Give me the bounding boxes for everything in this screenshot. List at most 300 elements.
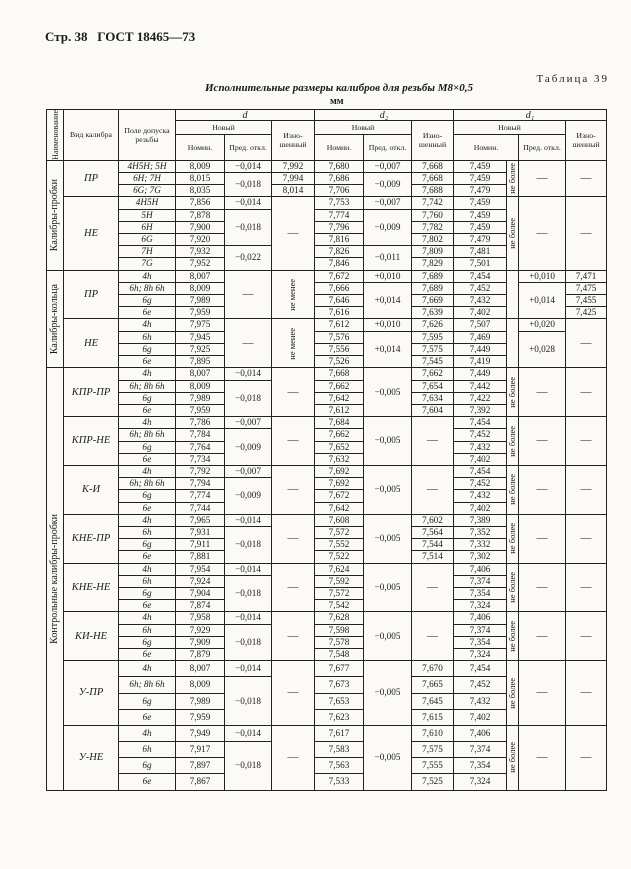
d1-nominal: 7,422 [454, 392, 507, 404]
col-d: d [176, 110, 315, 121]
d2-nominal: 7,576 [315, 331, 364, 343]
d-nominal: 7,945 [176, 331, 225, 343]
table-row [47, 563, 607, 575]
tolerance-field: 6g [119, 343, 176, 355]
d2-nominal: 7,686 [315, 173, 364, 185]
d-nominal: 7,874 [176, 600, 225, 612]
d-nominal: 7,881 [176, 551, 225, 563]
tolerance-field: 6e [119, 709, 176, 725]
tolerance-field: 6h [119, 624, 176, 636]
d1-nominal: 7,454 [454, 417, 507, 429]
gauge-kind: У-НЕ [64, 725, 119, 790]
d1-deviation: +0,014 [519, 282, 566, 319]
d2-deviation: −0,005 [364, 514, 412, 563]
page-number: Стр. 38 [45, 29, 88, 44]
d2-worn: 7,669 [412, 295, 454, 307]
col-d-pred: Пред. откл. [225, 134, 272, 160]
spacer-cell [507, 270, 519, 319]
col-d2-new: Новый [315, 121, 412, 135]
d-nominal: 7,734 [176, 453, 225, 465]
dash-cell: — [566, 319, 607, 368]
d2-deviation: −0,005 [364, 368, 412, 417]
col-d-new: Новый [176, 121, 272, 135]
d1-nominal: 7,432 [454, 490, 507, 502]
d2-worn: 7,595 [412, 331, 454, 343]
d1-nominal: 7,402 [454, 709, 507, 725]
page-header [45, 29, 195, 45]
dash-cell: — [519, 197, 566, 270]
ne-bolee-note [507, 661, 519, 726]
d-nominal: 7,975 [176, 319, 225, 331]
tolerance-field: 4h [119, 661, 176, 677]
d1-nominal: 7,481 [454, 246, 507, 258]
d-worn: 7,992 [272, 160, 315, 172]
dash-cell: — [566, 725, 607, 790]
dash-cell: — [272, 197, 315, 270]
table-row [47, 465, 607, 477]
tolerance-field: 4H5H [119, 197, 176, 209]
d2-nominal: 7,677 [315, 661, 364, 677]
d-nominal: 7,786 [176, 417, 225, 429]
ne-menee-note [272, 319, 315, 368]
spacer-cell [507, 319, 519, 368]
d2-nominal: 7,662 [315, 380, 364, 392]
d-nominal: 8,015 [176, 173, 225, 185]
d1-nominal: 7,507 [454, 319, 507, 331]
d-nominal: 7,764 [176, 441, 225, 453]
dash-cell: — [566, 563, 607, 612]
col-vid: Вид калибра [64, 110, 119, 161]
tolerance-field: 4h [119, 563, 176, 575]
tolerance-field: 4h [119, 368, 176, 380]
d2-worn: 7,802 [412, 234, 454, 246]
d1-nominal: 7,374 [454, 742, 507, 758]
d-nominal: 8,009 [176, 677, 225, 693]
d-deviation: −0,014 [225, 368, 272, 380]
d-nominal: 8,007 [176, 661, 225, 677]
tolerance-field: 4h [119, 417, 176, 429]
table-row [47, 160, 607, 172]
d1-nominal: 7,432 [454, 295, 507, 307]
d1-nominal: 7,459 [454, 221, 507, 233]
d1-nominal: 7,374 [454, 575, 507, 587]
ne-bolee-note [507, 368, 519, 417]
tolerance-field: 4h [119, 725, 176, 741]
d1-nominal: 7,449 [454, 343, 507, 355]
dash-cell: — [566, 197, 607, 270]
d2-deviation: −0,005 [364, 563, 412, 612]
d2-deviation: +0,010 [364, 319, 412, 331]
d-deviation: −0,018 [225, 380, 272, 417]
table-row [47, 514, 607, 526]
d2-nominal: 7,672 [315, 270, 364, 282]
d-nominal: 8,009 [176, 380, 225, 392]
table-body [47, 110, 607, 791]
dash-cell: — [566, 612, 607, 661]
tolerance-field: 6h; 8h 6h [119, 429, 176, 441]
d2-nominal: 7,666 [315, 282, 364, 294]
d1-nominal: 7,406 [454, 612, 507, 624]
d2-nominal: 7,662 [315, 429, 364, 441]
vertical-label: не более [507, 523, 518, 554]
d-nominal: 7,897 [176, 758, 225, 774]
d2-worn: 7,742 [412, 197, 454, 209]
d2-nominal: 7,583 [315, 742, 364, 758]
tolerance-field: 6h; 8h 6h [119, 478, 176, 490]
d-deviation: −0,014 [225, 612, 272, 624]
d1-nominal: 7,452 [454, 282, 507, 294]
vertical-label: не более [507, 742, 518, 774]
d1-deviation: +0,028 [519, 331, 566, 368]
d2-worn: 7,545 [412, 356, 454, 368]
d1-deviation: +0,020 [519, 319, 566, 331]
d-deviation: −0,018 [225, 677, 272, 726]
d-nominal: 7,878 [176, 209, 225, 221]
d-nominal: 7,958 [176, 612, 225, 624]
tolerance-field: 6e [119, 502, 176, 514]
dash-cell: — [272, 368, 315, 417]
d2-worn: 7,665 [412, 677, 454, 693]
d-nominal: 7,989 [176, 392, 225, 404]
d1-nominal: 7,354 [454, 758, 507, 774]
d1-nominal: 7,406 [454, 563, 507, 575]
d1-nominal: 7,402 [454, 307, 507, 319]
gauge-kind: КПР-ПР [64, 368, 119, 417]
d1-nominal: 7,432 [454, 693, 507, 709]
tolerance-field: 6e [119, 648, 176, 660]
d1-nominal: 7,454 [454, 465, 507, 477]
d1-nominal: 7,479 [454, 234, 507, 246]
d2-nominal: 7,552 [315, 539, 364, 551]
d1-nominal: 7,459 [454, 160, 507, 172]
dash-cell: — [272, 465, 315, 514]
d2-nominal: 7,652 [315, 441, 364, 453]
gauge-kind: КИ-НЕ [64, 612, 119, 661]
ne-bolee-note [507, 417, 519, 466]
table-row [47, 368, 607, 380]
d2-nominal: 7,680 [315, 160, 364, 172]
tolerance-field: 6e [119, 600, 176, 612]
category-kolca [47, 270, 64, 368]
dash-cell: — [519, 661, 566, 726]
col-pole: Поле допуска резьбы [119, 110, 176, 161]
tolerance-field: 4h [119, 319, 176, 331]
d1-nominal: 7,501 [454, 258, 507, 270]
vertical-label: не более [507, 474, 518, 506]
d-nominal: 7,959 [176, 404, 225, 416]
d2-nominal: 7,672 [315, 490, 364, 502]
d-nominal: 7,774 [176, 490, 225, 502]
ne-bolee-note [507, 197, 519, 270]
ne-bolee-note [507, 465, 519, 514]
d2-worn: 7,604 [412, 404, 454, 416]
d-deviation: −0,018 [225, 742, 272, 791]
d2-deviation: −0,009 [364, 173, 412, 197]
d1-nominal: 7,442 [454, 380, 507, 392]
d2-nominal: 7,692 [315, 478, 364, 490]
tolerance-field: 6g [119, 441, 176, 453]
d-nominal: 7,917 [176, 742, 225, 758]
d-deviation: −0,014 [225, 725, 272, 741]
tolerance-field: 6g [119, 490, 176, 502]
table-label: Таблица 39 [536, 73, 609, 85]
table-row [47, 331, 607, 343]
d-deviation: −0,014 [225, 514, 272, 526]
col-d-nom: Номин. [176, 134, 225, 160]
d2-nominal: 7,653 [315, 693, 364, 709]
vertical-label: Контрольные калибры-пробки [49, 514, 61, 644]
d-deviation: −0,014 [225, 160, 272, 172]
d-deviation: −0,007 [225, 417, 272, 429]
dash-cell: — [519, 417, 566, 466]
d2-deviation: −0,009 [364, 209, 412, 246]
d-deviation: −0,018 [225, 173, 272, 197]
d-nominal: 7,909 [176, 636, 225, 648]
vertical-label: не более [507, 163, 518, 194]
table-row [47, 612, 607, 624]
dash-cell: — [272, 563, 315, 612]
vertical-label: Калибры-кольца [49, 283, 61, 355]
d2-worn: 7,688 [412, 185, 454, 197]
tolerance-field: 6e [119, 356, 176, 368]
d-deviation: −0,018 [225, 526, 272, 563]
gauge-kind: КНЕ-НЕ [64, 563, 119, 612]
d2-nominal: 7,642 [315, 502, 364, 514]
d2-nominal: 7,628 [315, 612, 364, 624]
d1-nominal: 7,354 [454, 587, 507, 599]
tolerance-field: 4h [119, 612, 176, 624]
d1-nominal: 7,402 [454, 502, 507, 514]
col-d1-worn: Изно-шенный [566, 121, 607, 161]
d2-worn: 7,760 [412, 209, 454, 221]
d-nominal: 7,929 [176, 624, 225, 636]
dash-cell: — [412, 465, 454, 514]
d-nominal: 8,035 [176, 185, 225, 197]
dash-cell: — [566, 368, 607, 417]
d1-worn: 7,475 [566, 282, 607, 294]
d1-nominal: 7,454 [454, 270, 507, 282]
d1-nominal: 7,452 [454, 478, 507, 490]
d2-nominal: 7,522 [315, 551, 364, 563]
tolerance-field: 6e [119, 404, 176, 416]
d-nominal: 7,879 [176, 648, 225, 660]
tolerance-field: 6g [119, 539, 176, 551]
d-nominal: 7,856 [176, 197, 225, 209]
d1-nominal: 7,432 [454, 441, 507, 453]
dash-cell: — [272, 612, 315, 661]
d-nominal: 7,954 [176, 563, 225, 575]
d2-nominal: 7,826 [315, 246, 364, 258]
d-nominal: 7,792 [176, 465, 225, 477]
d2-nominal: 7,526 [315, 356, 364, 368]
d2-nominal: 7,612 [315, 319, 364, 331]
dash-cell: — [519, 563, 566, 612]
d2-worn: 7,689 [412, 282, 454, 294]
vertical-label: не более [507, 218, 518, 249]
tolerance-field: 6g [119, 693, 176, 709]
tolerance-field: 4h [119, 270, 176, 282]
col-d2: d₂ [315, 110, 454, 121]
table-row [47, 270, 607, 282]
tolerance-field: 4H5H; 5H [119, 160, 176, 172]
vertical-label: не менее [287, 278, 298, 311]
d1-nominal: 7,352 [454, 526, 507, 538]
d2-nominal: 7,684 [315, 417, 364, 429]
dash-cell: — [412, 612, 454, 661]
d-nominal: 7,744 [176, 502, 225, 514]
d-deviation: −0,022 [225, 246, 272, 270]
d2-nominal: 7,556 [315, 343, 364, 355]
d-nominal: 7,925 [176, 343, 225, 355]
d-nominal: 7,794 [176, 478, 225, 490]
dash-cell: — [519, 368, 566, 417]
d1-nominal: 7,324 [454, 600, 507, 612]
d-nominal: 7,959 [176, 307, 225, 319]
d2-nominal: 7,774 [315, 209, 364, 221]
d2-nominal: 7,592 [315, 575, 364, 587]
dash-cell: — [519, 160, 566, 197]
d1-worn: 7,471 [566, 270, 607, 282]
d-nominal: 7,784 [176, 429, 225, 441]
tolerance-field: 6G; 7G [119, 185, 176, 197]
standard-code: ГОСТ 18465—73 [97, 29, 196, 44]
dash-cell: — [566, 417, 607, 466]
d1-nominal: 7,392 [454, 404, 507, 416]
dash-cell: — [272, 661, 315, 726]
d-nominal: 7,931 [176, 526, 225, 538]
d-nominal: 7,932 [176, 246, 225, 258]
d2-nominal: 7,612 [315, 404, 364, 416]
d1-nominal: 7,479 [454, 185, 507, 197]
dash-cell: — [566, 160, 607, 197]
vertical-label: не более [507, 425, 518, 457]
dash-cell: — [272, 514, 315, 563]
d2-worn: 7,615 [412, 709, 454, 725]
d2-deviation: +0,014 [364, 331, 412, 368]
vertical-label: не более [507, 620, 518, 652]
ne-bolee-note [507, 563, 519, 612]
d-nominal: 7,895 [176, 356, 225, 368]
col-d1-nom: Номин. [454, 134, 519, 160]
d2-deviation: −0,005 [364, 661, 412, 726]
d-nominal: 8,009 [176, 160, 225, 172]
d2-deviation: +0,010 [364, 270, 412, 282]
d-deviation: −0,007 [225, 465, 272, 477]
d-nominal: 7,959 [176, 709, 225, 725]
d-worn: 8,014 [272, 185, 315, 197]
dash-cell: — [519, 465, 566, 514]
dash-cell: — [566, 661, 607, 726]
d2-deviation: −0,005 [364, 465, 412, 514]
d1-nominal: 7,389 [454, 514, 507, 526]
d2-worn: 7,575 [412, 742, 454, 758]
table-row [47, 417, 607, 429]
d-deviation: −0,018 [225, 624, 272, 661]
tolerance-field: 6g [119, 392, 176, 404]
d1-nominal: 7,302 [454, 551, 507, 563]
table-unit: мм [330, 96, 344, 107]
d2-nominal: 7,796 [315, 221, 364, 233]
d2-worn: 7,610 [412, 725, 454, 741]
category-kontr [47, 368, 64, 790]
d2-worn: 7,689 [412, 270, 454, 282]
tolerance-field: 6g [119, 758, 176, 774]
d2-nominal: 7,673 [315, 677, 364, 693]
table-row [47, 197, 607, 209]
d-nominal: 7,965 [176, 514, 225, 526]
tolerance-field: 6e [119, 774, 176, 790]
d-deviation: −0,018 [225, 209, 272, 246]
d2-worn: 7,544 [412, 539, 454, 551]
tolerance-field: 6G [119, 234, 176, 246]
tolerance-field: 6H; 7H [119, 173, 176, 185]
ne-bolee-note [507, 160, 519, 197]
gauge-kind: НЕ [64, 319, 119, 368]
gauge-dimensions-table [46, 109, 607, 791]
d2-worn: 7,668 [412, 160, 454, 172]
dash-cell: — [225, 270, 272, 319]
d-deviation: −0,014 [225, 563, 272, 575]
col-d1: d₁ [454, 110, 607, 121]
tolerance-field: 6g [119, 636, 176, 648]
d-nominal: 7,867 [176, 774, 225, 790]
d2-nominal: 7,706 [315, 185, 364, 197]
d2-nominal: 7,692 [315, 465, 364, 477]
d-nominal: 7,989 [176, 295, 225, 307]
d1-nominal: 7,402 [454, 453, 507, 465]
tolerance-field: 4h [119, 514, 176, 526]
d2-nominal: 7,572 [315, 587, 364, 599]
d1-nominal: 7,354 [454, 636, 507, 648]
gauge-kind: КПР-НЕ [64, 417, 119, 466]
col-d-worn: Изно-шенный [272, 121, 315, 161]
d2-nominal: 7,617 [315, 725, 364, 741]
d2-worn: 7,626 [412, 319, 454, 331]
d1-nominal: 7,449 [454, 368, 507, 380]
tolerance-field: 6H [119, 221, 176, 233]
ne-bolee-note [507, 612, 519, 661]
tolerance-field: 4h [119, 465, 176, 477]
d2-nominal: 7,563 [315, 758, 364, 774]
gauge-kind: КНЕ-ПР [64, 514, 119, 563]
d2-deviation: +0,014 [364, 282, 412, 319]
d2-deviation: −0,005 [364, 725, 412, 790]
d2-worn: 7,829 [412, 258, 454, 270]
d-deviation: −0,018 [225, 575, 272, 612]
tolerance-field: 7H [119, 246, 176, 258]
d1-nominal: 7,324 [454, 774, 507, 790]
dash-cell: — [519, 725, 566, 790]
d1-nominal: 7,452 [454, 677, 507, 693]
ne-bolee-note [507, 514, 519, 563]
d1-worn: 7,425 [566, 307, 607, 319]
d2-nominal: 7,632 [315, 453, 364, 465]
d2-worn: 7,634 [412, 392, 454, 404]
d2-worn: 7,525 [412, 774, 454, 790]
d2-nominal: 7,753 [315, 197, 364, 209]
d2-nominal: 7,578 [315, 636, 364, 648]
tolerance-field: 6h [119, 575, 176, 587]
table-title: Исполнительные размеры калибров для резьбы М8×0,5 [205, 82, 473, 94]
table-row [47, 319, 607, 331]
d2-nominal: 7,533 [315, 774, 364, 790]
d1-nominal: 7,459 [454, 197, 507, 209]
vertical-label: не менее [287, 327, 298, 360]
tolerance-field: 6g [119, 587, 176, 599]
d2-worn: 7,662 [412, 368, 454, 380]
d-nominal: 7,989 [176, 693, 225, 709]
vertical-label: Калибры-пробки [49, 179, 61, 252]
